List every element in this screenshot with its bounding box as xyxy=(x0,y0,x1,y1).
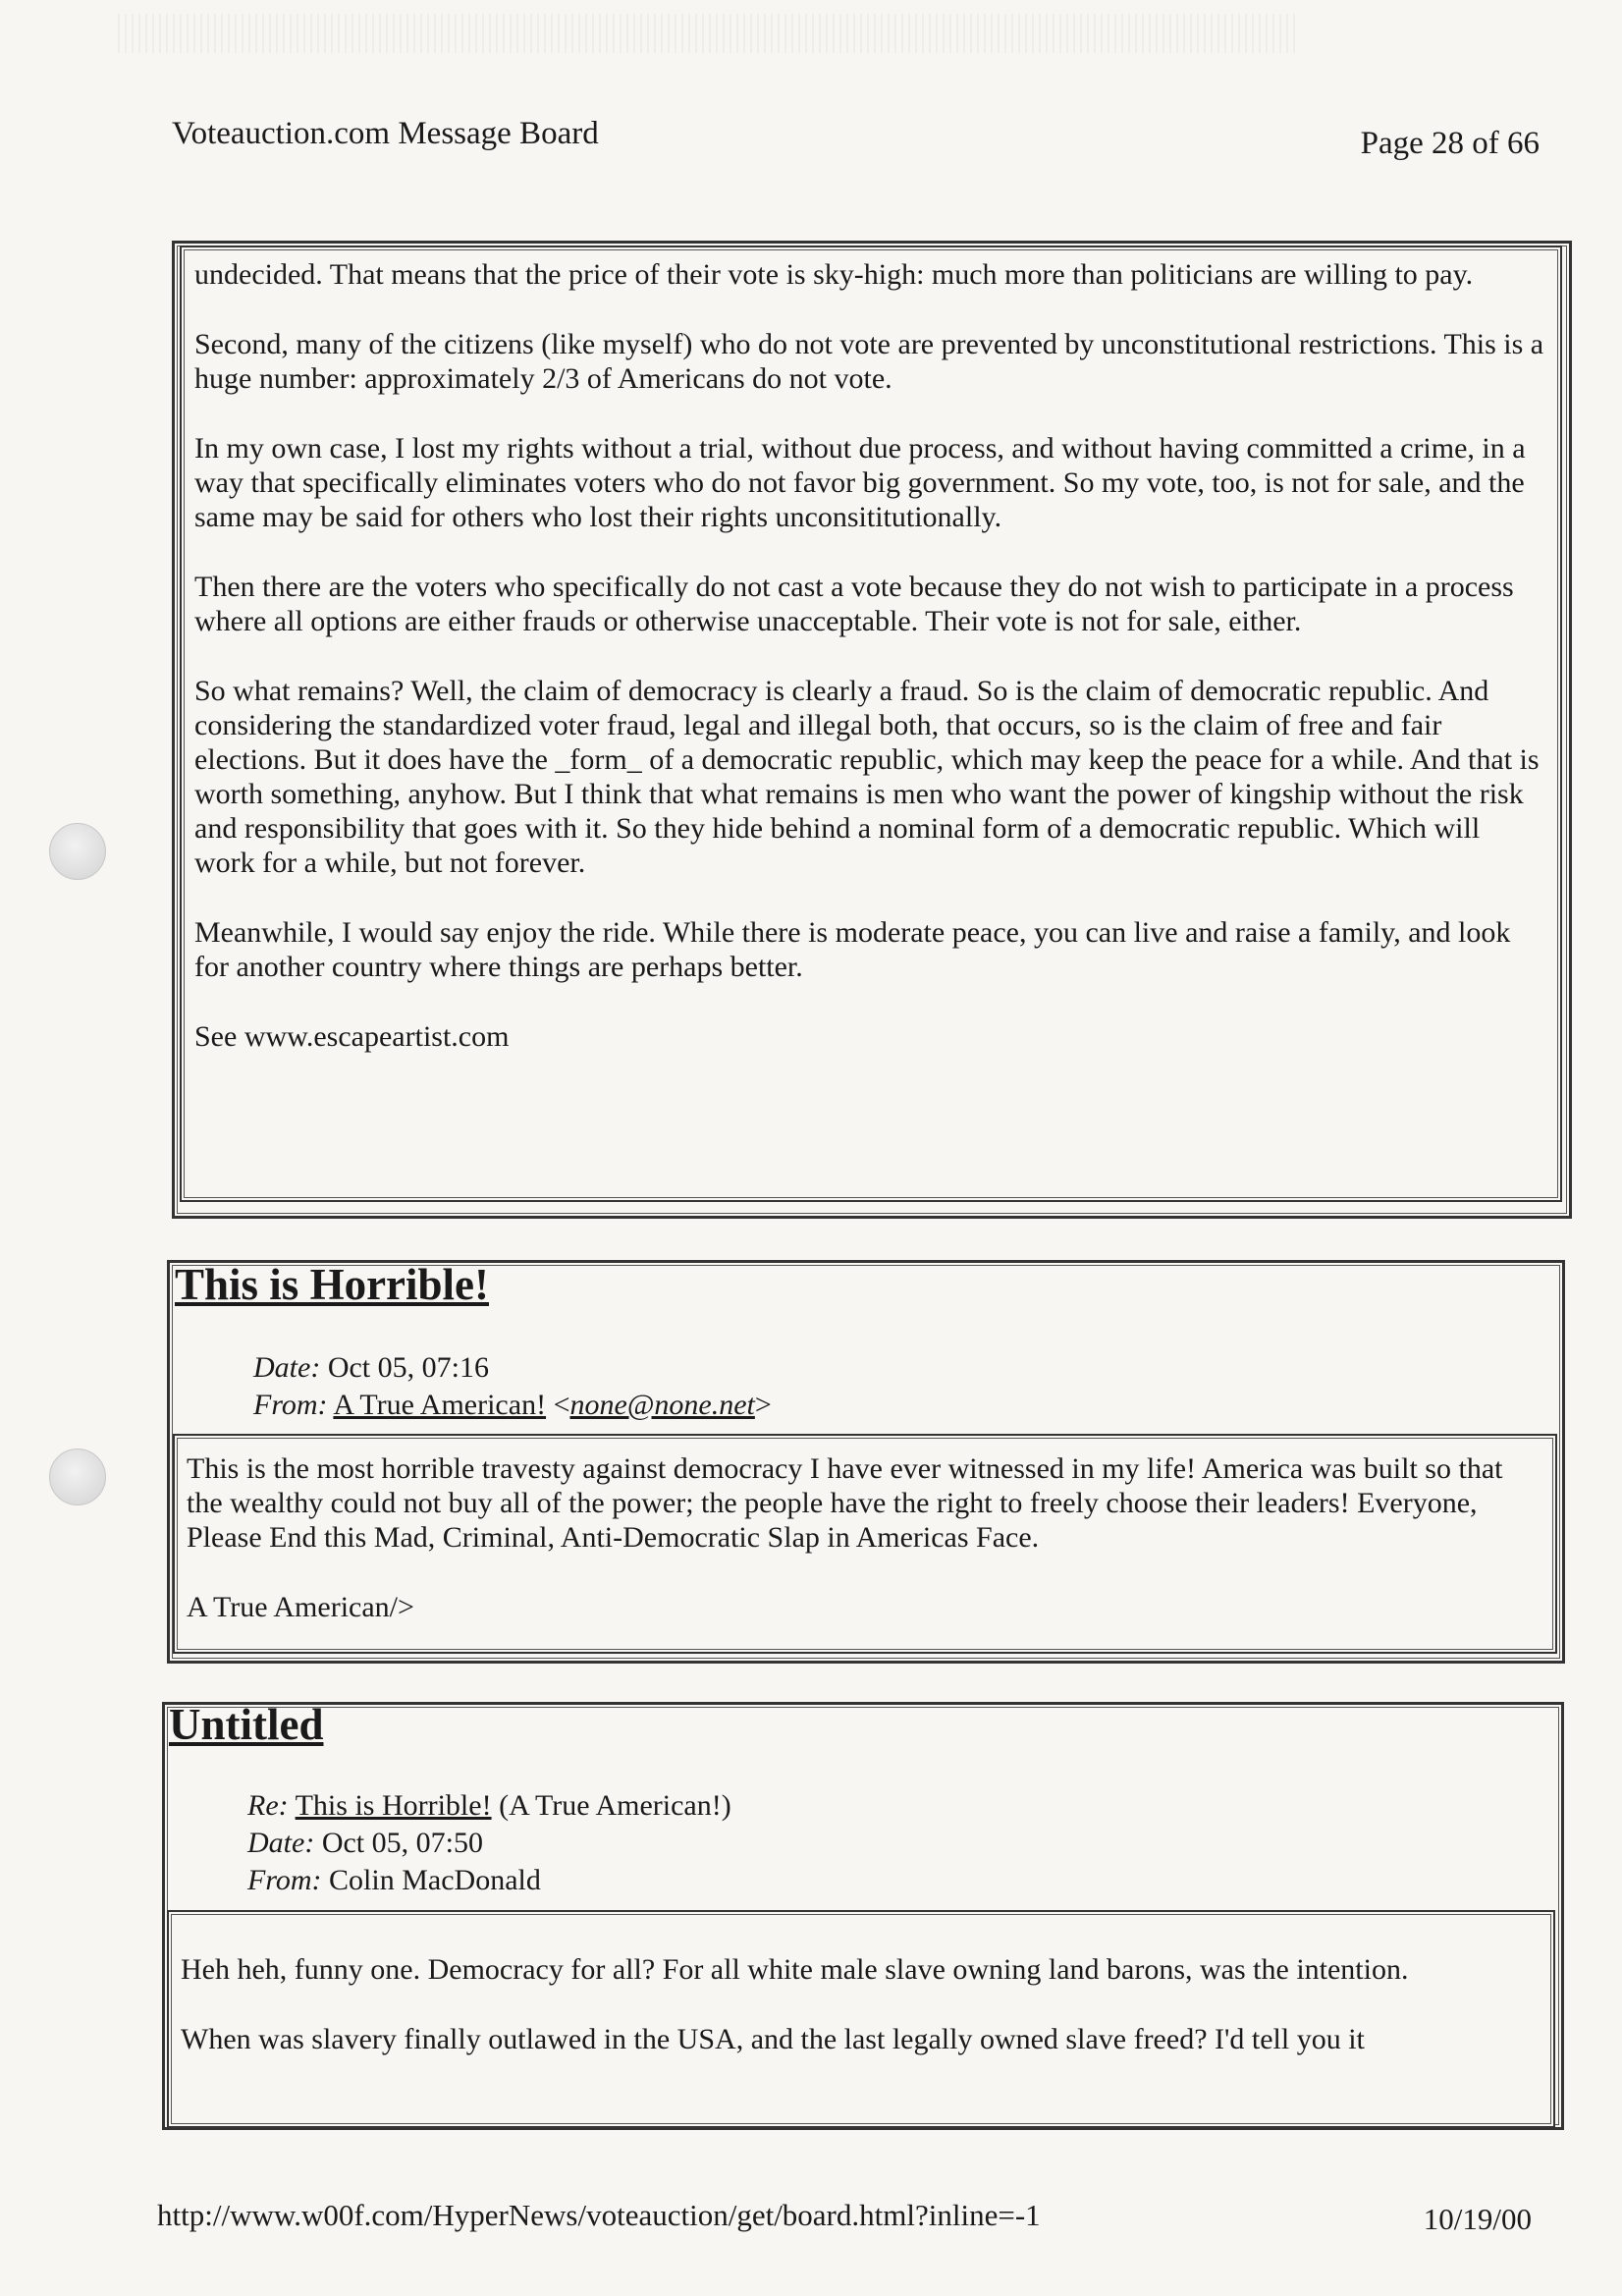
footer-date: 10/19/00 xyxy=(1423,2202,1532,2236)
post-meta xyxy=(247,1787,731,1899)
post-paragraph: So what remains? Well, the claim of democracy is clearly a fraud. So is the claim of democratic republic. And considering the standardized voter fraud, legal and illegal both, that occurs, so is the claim of free and fair elections. But it does have the _form_ of a democratic republic, which may keep the peace for a while. And that is worth something, anyhow. But I think that what remains is men who want the power of kingship without the risk and responsibility that goes with it. So they hide behind a nominal form of a democratic republic. Which will work for a while, but not forever. xyxy=(194,675,1540,879)
punch-hole-icon xyxy=(49,1449,106,1505)
post-paragraph: Heh heh, funny one. Democracy for all? For all white male slave owning land barons, was the intention. xyxy=(181,1953,1409,1986)
re-link[interactable]: This is Horrible! xyxy=(295,1789,492,1822)
from-label: From: xyxy=(247,1864,322,1896)
post-paragraph: See www.escapeartist.com xyxy=(194,1020,510,1053)
punch-hole-icon xyxy=(49,823,106,880)
page-indicator: Page 28 of 66 xyxy=(1360,126,1540,161)
post-paragraph: This is the most horrible travesty against democracy I have ever witnessed in my life! America was built so that the wealthy could not buy all of the power; the people have the right to freely choose their leaders! Everyone, Please End this Mad, Criminal, Anti-Democratic Slap in Americas Face. xyxy=(187,1452,1503,1554)
post-title[interactable]: This is Horrible! xyxy=(175,1260,490,1309)
email-bracket-open: < xyxy=(553,1389,570,1421)
date-label: Date: xyxy=(253,1351,321,1384)
post-paragraph: Meanwhile, I would say enjoy the ride. While there is moderate peace, you can live and raise a family, and look for another country where things are perhaps better. xyxy=(194,916,1511,983)
author-link[interactable]: A True American! xyxy=(333,1389,547,1421)
date-value: Oct 05, 07:16 xyxy=(327,1351,489,1384)
scan-noise xyxy=(118,14,1296,53)
re-label: Re: xyxy=(247,1789,289,1822)
site-title: Voteauction.com Message Board xyxy=(172,116,599,151)
date-value: Oct 05, 07:50 xyxy=(321,1827,483,1859)
author-email-link[interactable]: none@none.net xyxy=(569,1389,755,1421)
re-author: (A True American!) xyxy=(499,1789,731,1822)
post-title[interactable]: Untitled xyxy=(169,1700,324,1749)
post-continued-body xyxy=(194,257,1547,1054)
post-paragraph: Second, many of the citizens (like myself) who do not vote are prevented by unconstitutional restrictions. This is a huge number: approximately 2/3 of Americans do not vote. xyxy=(194,328,1544,395)
author-name: Colin MacDonald xyxy=(329,1864,541,1896)
post-horrible-body xyxy=(187,1451,1541,1624)
email-bracket-close: > xyxy=(754,1389,772,1421)
post-meta xyxy=(253,1349,772,1424)
post-paragraph: In my own case, I lost my rights without a trial, without due process, and without having committed a crime, in a way that specifically eliminates voters who do not favor big government. So my vote, too, is not for sale, and the same may be said for others who lost their rights unconsititutionally. xyxy=(194,432,1526,533)
footer-url: http://www.w00f.com/HyperNews/voteauction/get/board.html?inline=-1 xyxy=(157,2198,1041,2232)
post-paragraph: A True American/> xyxy=(187,1591,414,1623)
post-paragraph: Then there are the voters who specifically do not cast a vote because they do not wish to participate in a process where all options are either frauds or otherwise unacceptable. Their vote is not for sale, either. xyxy=(194,571,1514,637)
date-label: Date: xyxy=(247,1827,315,1859)
post-paragraph: undecided. That means that the price of their vote is sky-high: much more than politicians are willing to pay. xyxy=(194,258,1474,291)
post-untitled-body xyxy=(181,1952,1541,2056)
post-paragraph: When was slavery finally outlawed in the USA, and the last legally owned slave freed? I'd tell you it xyxy=(181,2023,1365,2055)
page-header xyxy=(172,116,1581,165)
from-label: From: xyxy=(253,1389,328,1421)
